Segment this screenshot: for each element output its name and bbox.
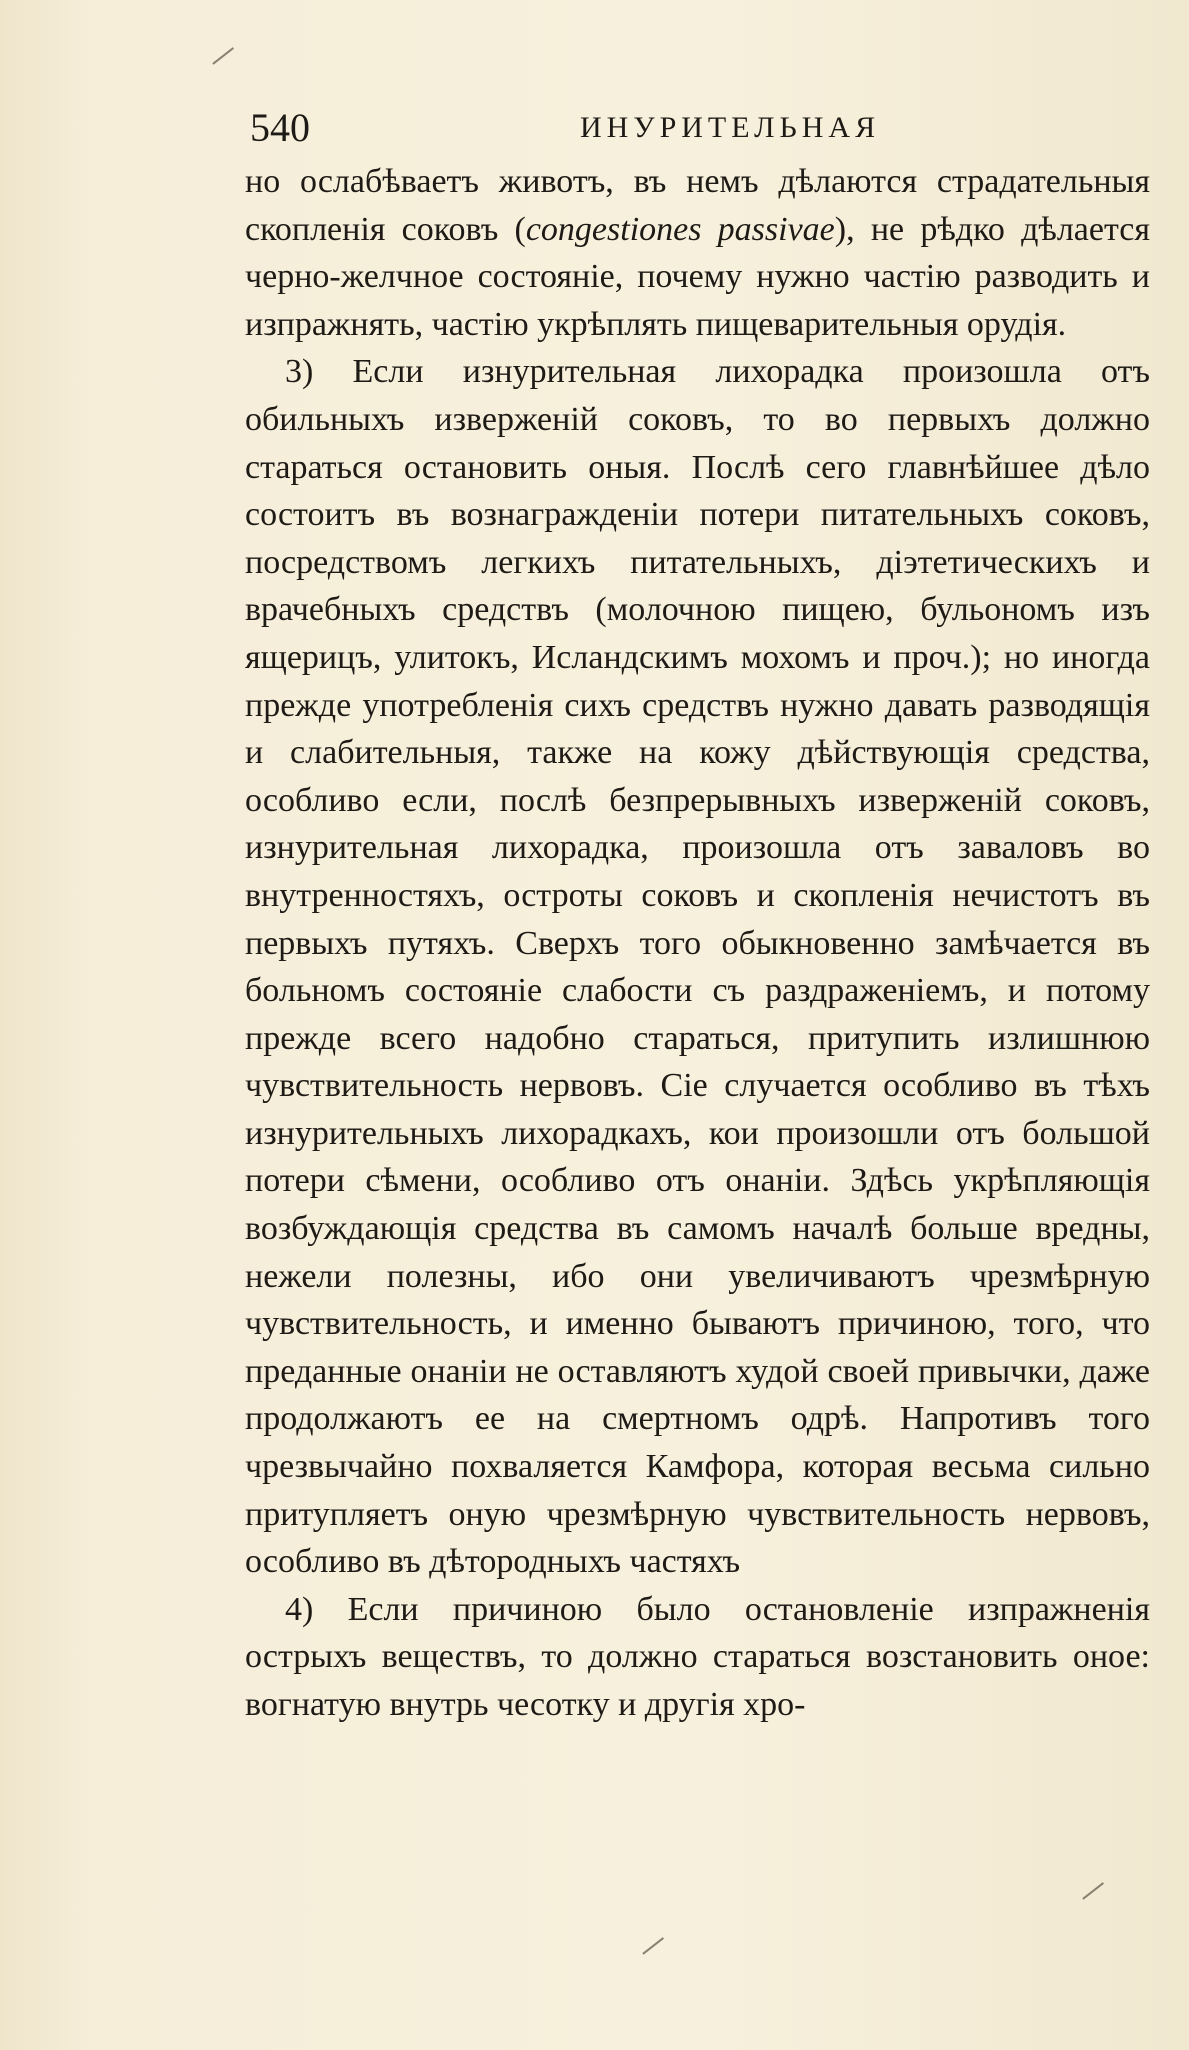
page-header — [250, 100, 881, 156]
paper-mark — [1082, 1882, 1103, 1899]
latin-term: congestiones passivae — [525, 210, 835, 248]
paper-mark — [642, 1937, 663, 1954]
paragraph-text-pre: но ослабѣваетъ животъ, въ немъ дѣлаются страдательныя скопленія соковъ ( — [245, 163, 1150, 248]
paper-mark — [212, 47, 233, 64]
paragraph-text-post: ), не рѣдко дѣлается черно-желчное состояніе, почему нужно частію разводить и изпражнять, частію укрѣплять пищеварительныя орудія. — [245, 210, 1150, 343]
running-head: ИНУРИТЕЛЬНАЯ — [580, 111, 881, 144]
paragraph-continuation — [245, 158, 1150, 348]
paragraph-3: 3) Если изнурительная лихорадка произошла отъ обильныхъ изверженій соковъ, то во первыхъ должно стараться остановить оныя. Послѣ сего главнѣйшее дѣло состоитъ въ вознагражденіи потери питательныхъ соковъ, посредствомъ легкихъ питательныхъ, діэтетическихъ и врачебныхъ средствъ (молочною пищею, бульономъ изъ ящерицъ, улитокъ, Исландскимъ мохомъ и проч.); но иногда прежде употребленія сихъ средствъ нужно давать разводящія и слабительныя, также на кожу дѣйствующія средства, особливо если, послѣ безпрерывныхъ изверженій соковъ, изнурительная лихорадка, произошла отъ заваловъ во внутренностяхъ, остроты соковъ и скопленія нечистотъ въ первыхъ путяхъ. Сверхъ того обыкновенно замѣчается въ больномъ состояніе слабости съ раздраженіемъ, и потому прежде всего надобно стараться, притупить излишнюю чувствительность нервовъ. Сіе случается особливо въ тѣхъ изнурительныхъ лихорадкахъ, кои произошли отъ большой потери сѣмени, особливо отъ онаніи. Здѣсь укрѣпляющія возбуждающія средства въ самомъ началѣ больше вредны, нежели полезны, ибо они увеличиваютъ чрезмѣрную чувствительность, и именно бываютъ причиною, того, что преданные онаніи не оставляютъ худой своей привычки, даже продолжаютъ ее на смертномъ одрѣ. Напротивъ того чрезвычайно похваляется Камфора, которая весьма сильно притупляетъ оную чрезмѣрную чувствительность нервовъ, особливо въ дѣтородныхъ частяхъ — [245, 353, 1150, 1581]
paragraph-4: 4) Если причиною было остановленіе изпражненія острыхъ веществъ, то должно стараться возстановить оное: вогнатую внутрь чесотку и другія хро- — [245, 1590, 1150, 1723]
page-number: 540 — [250, 105, 310, 150]
body-text — [245, 158, 1150, 1729]
